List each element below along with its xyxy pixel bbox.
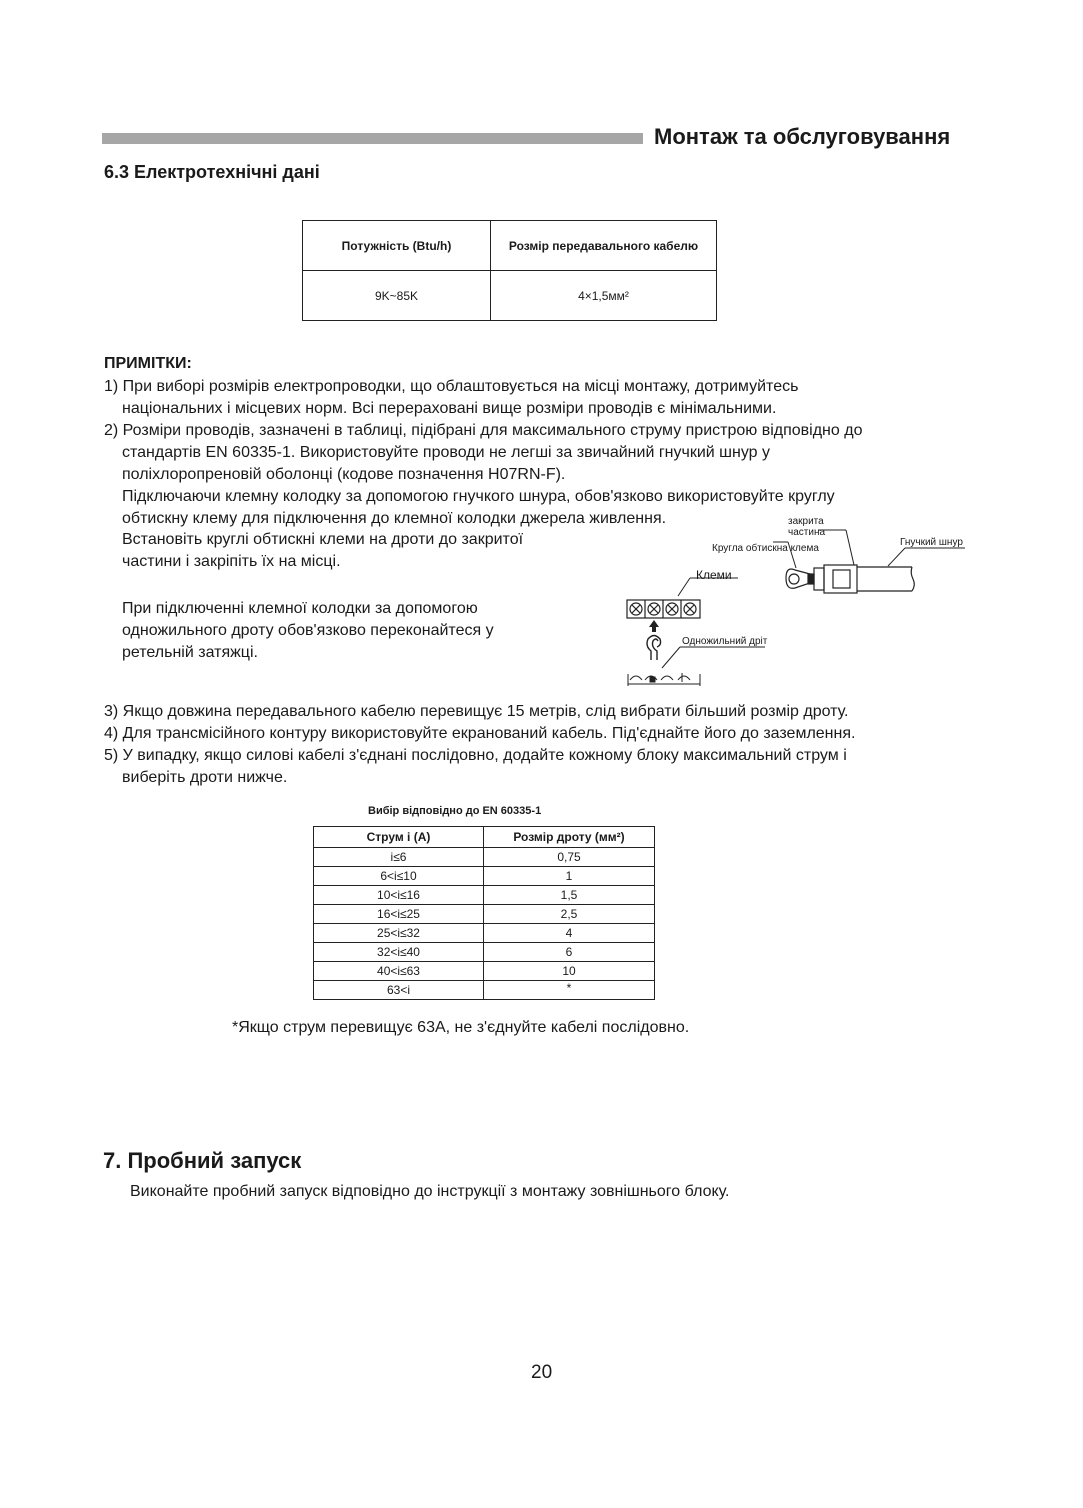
up-arrow-icon — [649, 620, 659, 632]
note-line: Підключаючи клемну колодку за допомогою гнучкого шнура, обов'язково використовуйте круглу — [122, 488, 835, 505]
table-row — [314, 848, 655, 867]
note-line: стандартів EN 60335-1. Використовуйте проводи не легші за звичайний гнучкий шнур у — [122, 444, 770, 461]
header-wire-size: Розмір дроту (мм²) — [484, 827, 655, 848]
table-row — [303, 271, 717, 321]
note-line: 2) Розміри проводів, зазначені в таблиці, підібрані для максимального струму пристрою відповідно до — [104, 422, 863, 439]
cell-current: 40<і≤63 — [314, 962, 484, 981]
cell-current: 6<і≤10 — [314, 867, 484, 886]
cell-current: і≤6 — [314, 848, 484, 867]
note-line: 4) Для трансмісійного контуру використовуйте екранований кабель. Під'єднайте його до заземлення. — [104, 725, 856, 742]
table-row — [314, 886, 655, 905]
leader-lines-wire — [662, 647, 765, 668]
page-number: 20 — [531, 1362, 553, 1383]
cell-wire-size: 1,5 — [484, 886, 655, 905]
note-line: виберіть дроти нижче. — [122, 769, 288, 786]
cell-current: 10<і≤16 — [314, 886, 484, 905]
note-line: національних і місцевих норм. Всі перераховані вище розміри проводів є мінімальними. — [122, 400, 777, 417]
cell-wire-size: 6 — [484, 943, 655, 962]
section-7-text: Виконайте пробний запуск відповідно до інструкції з монтажу зовнішнього блоку. — [130, 1183, 730, 1200]
cell-wire-size: 0,75 — [484, 848, 655, 867]
header-divider-bar — [102, 133, 643, 144]
table-row — [314, 981, 655, 1000]
note-line: 1) При виборі розмірів електропроводки, що облаштовується на місці монтажу, дотримуйтесь — [104, 378, 799, 395]
header-capacity: Потужність (Btu/h) — [303, 221, 491, 271]
header-cable-size: Розмір передавального кабелю — [491, 221, 717, 271]
terminal-block-icon — [627, 600, 700, 618]
cell-wire-size: 4 — [484, 924, 655, 943]
table-header-row — [314, 827, 655, 848]
cell-current: 25<і≤32 — [314, 924, 484, 943]
section-7-title: 7. Пробний запуск — [103, 1148, 302, 1173]
cell-wire-size: 1 — [484, 867, 655, 886]
note-line: При підключенні клемної колодки за допомогою — [122, 600, 478, 617]
table-row — [314, 905, 655, 924]
label-closed-part-2: частина — [788, 527, 826, 538]
table-row — [314, 943, 655, 962]
table-row — [314, 867, 655, 886]
label-ring-terminal: Кругла обтискна клема — [712, 543, 819, 554]
cell-current: 32<і≤40 — [314, 943, 484, 962]
cell-wire-size: 10 — [484, 962, 655, 981]
cell-cable-size: 4×1,5мм² — [491, 271, 717, 321]
note-line: поліхлоропреновій оболонці (кодове позначення H07RN-F). — [122, 466, 566, 483]
electrical-data-table — [302, 220, 717, 321]
note-line: обтискну клему для підключення до клемної колодки джерела живлення. — [122, 510, 667, 527]
note-line: Встановіть круглі обтискні клеми на дроти до закритої — [122, 531, 524, 548]
wiring-diagram — [620, 508, 970, 693]
label-terminals: Клеми — [696, 568, 732, 582]
note-line: 5) У випадку, якщо силові кабелі з'єднані послідовно, додайте кожному блоку максимальний струм і — [104, 747, 847, 764]
flexible-cord-icon — [857, 567, 914, 591]
note-line: частини і закріпіть їх на місці. — [122, 553, 341, 570]
notes-title: ПРИМІТКИ: — [104, 355, 192, 372]
table-header-row — [303, 221, 717, 271]
cell-current: 63<і — [314, 981, 484, 1000]
label-single-core-wire: Одножильний дріт — [682, 636, 768, 647]
wire-table-footnote: *Якщо струм перевищує 63А, не з'єднуйте кабелі послідовно. — [232, 1019, 690, 1036]
wire-size-table — [313, 826, 655, 1000]
note-line: ретельній затяжці. — [122, 644, 258, 661]
note-line: одножильного дроту обов'язково переконайтеся у — [122, 622, 494, 639]
note-line: 3) Якщо довжина передавального кабелю перевищує 15 метрів, слід вибрати більший розмір дроту. — [104, 703, 849, 720]
wire-table-title: Вибір відповідно до EN 60335-1 — [368, 805, 542, 817]
table-row — [314, 962, 655, 981]
label-flexible-cord: Гнучкий шнур — [900, 537, 963, 548]
terminal-base-icon — [628, 673, 700, 686]
cell-wire-size: * — [484, 981, 655, 1000]
cell-wire-size: 2,5 — [484, 905, 655, 924]
section-6-3-title: 6.3 Електротехнічні дані — [104, 162, 320, 182]
cell-capacity: 9K~85K — [303, 271, 491, 321]
ring-terminal-icon — [786, 565, 857, 593]
label-closed-part: закрита — [788, 516, 824, 527]
cell-current: 16<і≤25 — [314, 905, 484, 924]
page-header-title: Монтаж та обслуговування — [654, 124, 951, 149]
single-core-wire-icon — [647, 636, 661, 661]
table-row — [314, 924, 655, 943]
header-current: Струм і (А) — [314, 827, 484, 848]
